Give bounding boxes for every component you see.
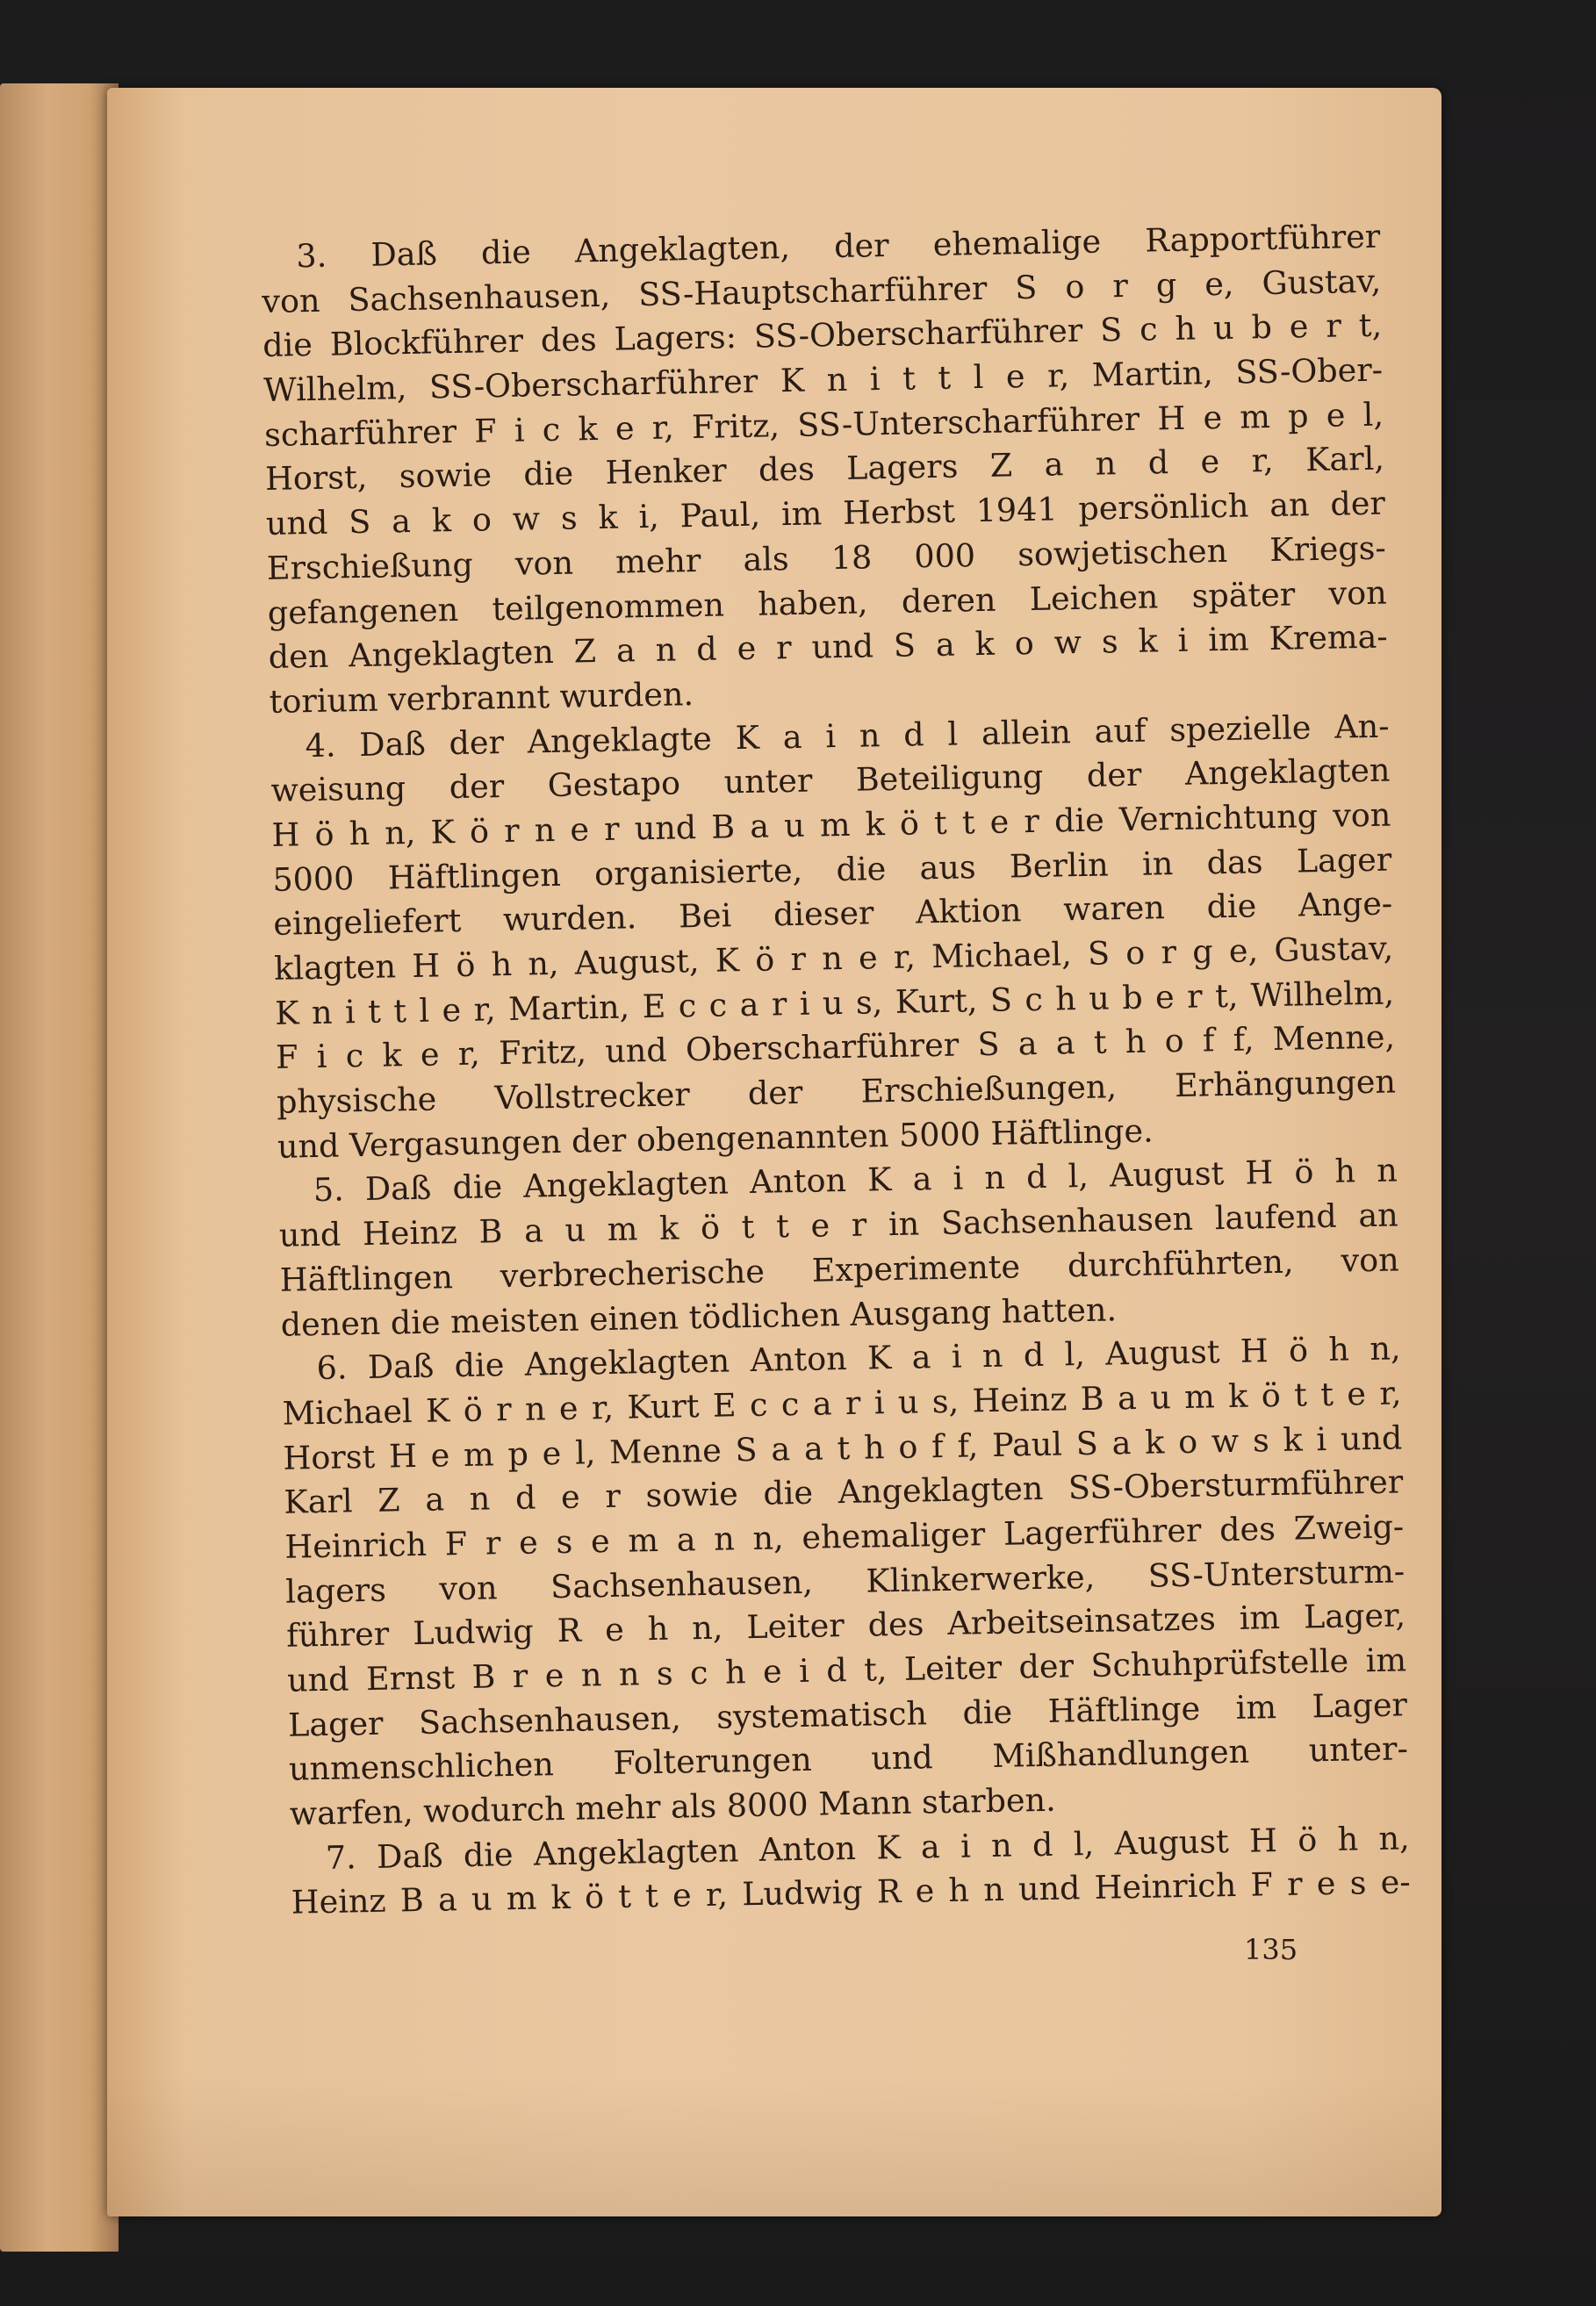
text-line: Heinrich F r e s e m a n n, ehemaliger Lagerführer des Zweig-	[284, 1507, 1405, 1566]
book-page	[107, 88, 1441, 2216]
text-line: 3. Daß die Angeklagten, der ehemalige Rapportführer	[296, 217, 1381, 276]
text-line: K n i t t l e r, Martin, E c c a r i u s, Kurt, S c h u b e r t, Wilhelm,	[274, 973, 1395, 1032]
text-line: Lager Sachsenhausen, systematisch die Häftlinge im Lager	[287, 1685, 1408, 1744]
text-line: Michael K ö r n e r, Kurt E c c a r i u s, Heinz B a u m k ö t t e r,	[282, 1374, 1402, 1433]
text-line: Horst H e m p e l, Menne S a a t h o f f, Paul S a k o w s k i und	[283, 1418, 1403, 1477]
text-line: gefangenen teilgenommen haben, deren Leichen später von	[267, 573, 1388, 632]
text-line: den Angeklagten Z a n d e r und S a k o w s k i im Krema-	[268, 617, 1388, 677]
paragraph-item-3	[261, 215, 1389, 725]
text-line: Heinz B a u m k ö t t e r, Ludwig R e h n und Heinrich F r e s e-	[291, 1863, 1411, 1922]
text-line: 6. Daß die Angeklagten Anton K a i n d l, August H ö h n,	[316, 1329, 1401, 1388]
text-line: und Ernst B r e n n s c h e i d t, Leiter der Schuhprüfstelle im	[286, 1641, 1407, 1699]
text-line: führer Ludwig R e h n, Leiter des Arbeitseinsatzes im Lager,	[285, 1596, 1406, 1656]
text-line: 7. Daß die Angeklagten Anton K a i n d l, August H ö h n,	[325, 1819, 1411, 1877]
paragraph-item-4	[270, 704, 1397, 1169]
text-line: scharführer F i c k e r, Fritz, SS-Unterscharführer H e m p e l,	[263, 395, 1384, 454]
text-line: 5. Daß die Angeklagten Anton K a i n d l, August H ö h n	[313, 1151, 1398, 1210]
text-line: und Vergasungen der obengenannten 5000 Häftlinge.	[277, 1111, 1154, 1166]
text-line: und S a k o w s k i, Paul, im Herbst 1941 persönlich an der	[265, 484, 1386, 543]
paragraph-item-6	[281, 1327, 1409, 1837]
text-line: unmenschlichen Folterungen und Mißhandlungen unter-	[288, 1729, 1409, 1789]
text-line: von Sachsenhausen, SS-Hauptscharführer S o r g e, Gustav,	[261, 262, 1382, 320]
text-line: und Heinz B a u m k ö t t e r in Sachsenhausen laufend an	[278, 1196, 1399, 1254]
text-line: torium verbrannt wurden.	[269, 674, 694, 721]
text-line: Häftlingen verbrecherische Experimente durchführten, von	[279, 1240, 1399, 1299]
page-number: 135	[1244, 1933, 1298, 1966]
text-line: Erschießung von mehr als 18 000 sowjetischen Kriegs-	[266, 528, 1387, 587]
text-line: Horst, sowie die Henker des Lagers Z a n d e r, Karl,	[264, 440, 1385, 499]
text-line: H ö h n, K ö r n e r und B a u m k ö t t e r die Vernichtung von	[271, 795, 1391, 854]
page-shading	[107, 2076, 1441, 2216]
text-line: eingeliefert wurden. Bei dieser Aktion waren die Ange-	[272, 884, 1393, 944]
text-line: physische Vollstrecker der Erschießungen, Erhängungen	[276, 1062, 1397, 1121]
previous-page-edge	[0, 83, 119, 2252]
text-line: die Blockführer des Lagers: SS-Oberscharführer S c h u b e r t,	[262, 305, 1383, 365]
text-line: Wilhelm, SS-Oberscharführer K n i t t l e r, Martin, SS-Ober-	[262, 350, 1384, 410]
paragraph-item-5	[278, 1149, 1401, 1347]
text-line: 5000 Häftlingen organisierte, die aus Berlin in das Lager	[272, 840, 1392, 899]
text-line: Karl Z a n d e r sowie die Angeklagten SS-Obersturmführer	[284, 1462, 1404, 1522]
text-line: denen die meisten einen tödlichen Ausgang hatten.	[280, 1289, 1118, 1344]
text-line: klagten H ö h n, August, K ö r n e r, Michael, S o r g e, Gustav,	[273, 929, 1394, 988]
text-line: 4. Daß der Angeklagte K a i n d l allein auf spezielle An-	[305, 707, 1390, 765]
text-line: lagers von Sachsenhausen, Klinkerwerke, SS-Untersturm-	[284, 1552, 1405, 1611]
page-body-text	[261, 215, 1411, 1926]
text-line: warfen, wodurch mehr als 8000 Mann starben.	[289, 1780, 1057, 1833]
text-line: weisung der Gestapo unter Beteiligung der Angeklagten	[270, 751, 1391, 810]
text-line: F i c k e r, Fritz, und Oberscharführer S a a t h o f f, Menne,	[275, 1017, 1396, 1077]
